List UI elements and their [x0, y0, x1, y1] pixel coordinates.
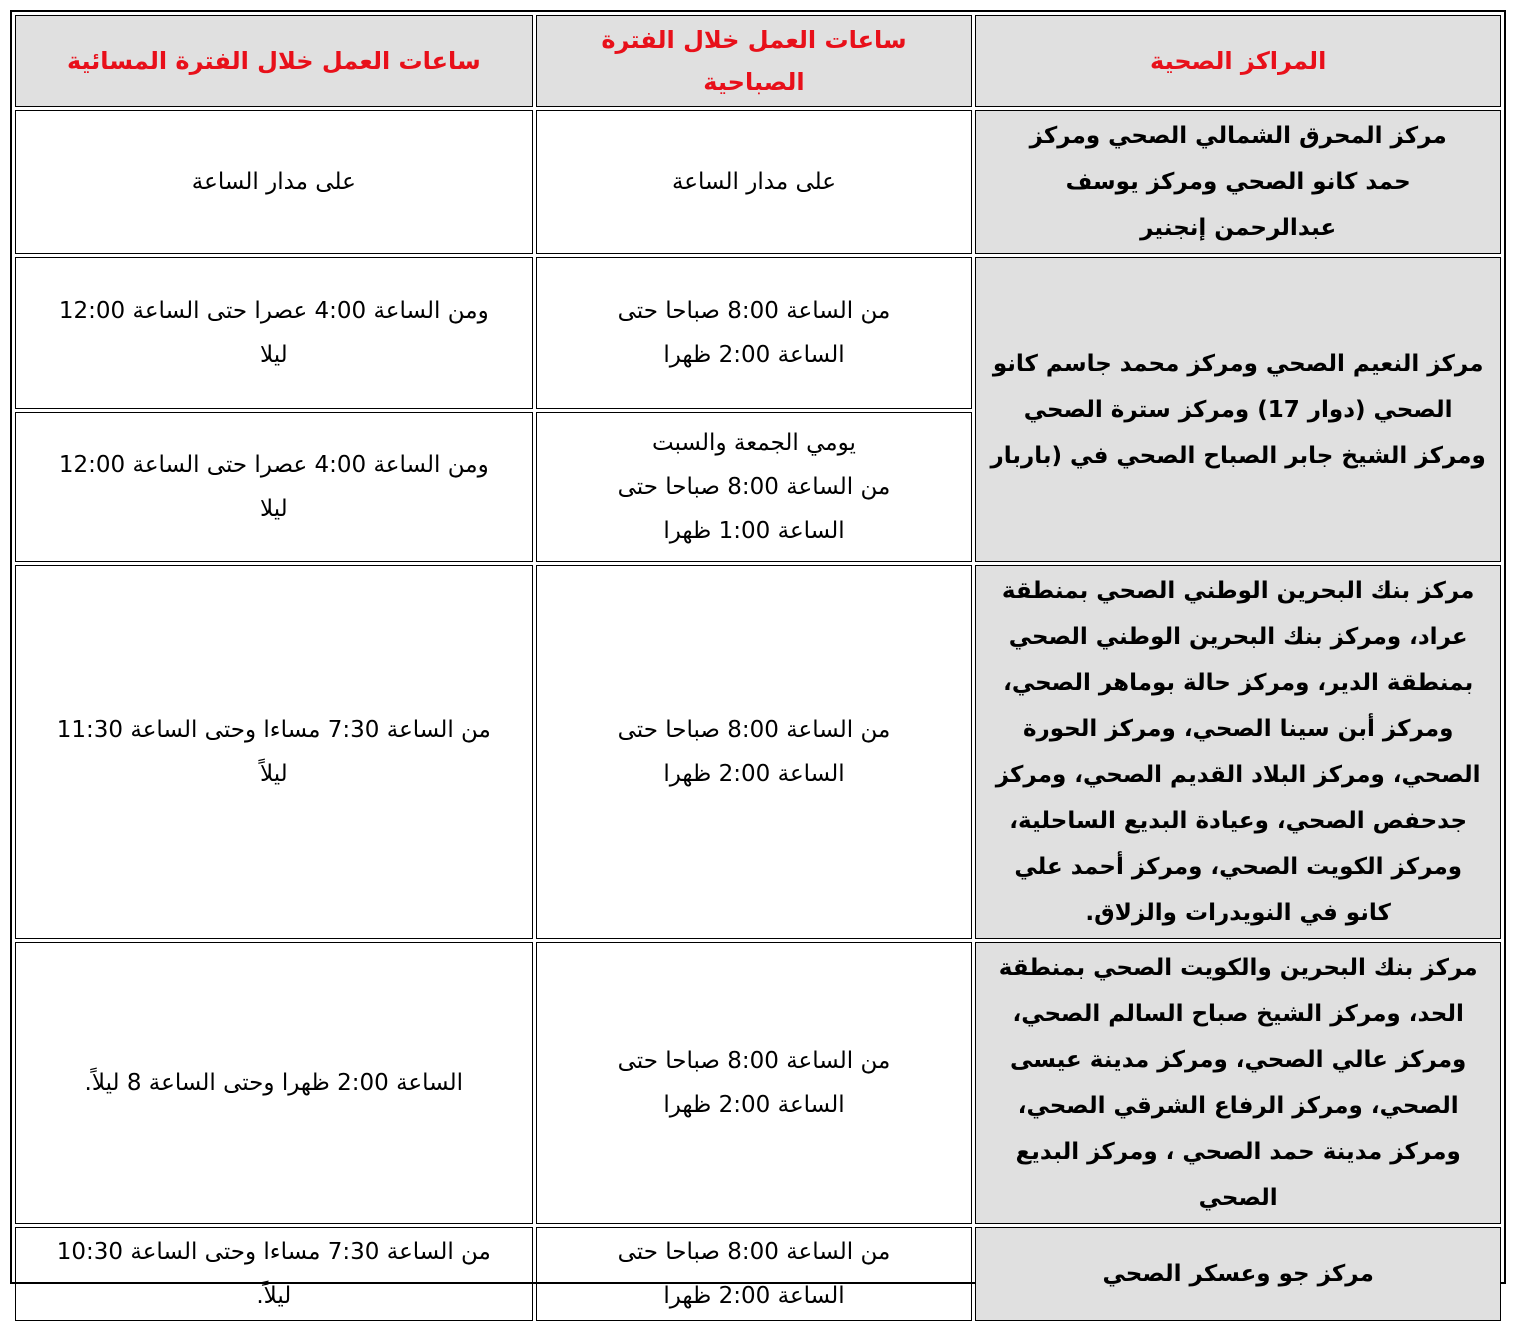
evening-hours-cell: الساعة 2:00 ظهرا وحتى الساعة 8 ليلاً. — [15, 942, 533, 1224]
morning-hours-cell: من الساعة 8:00 صباحا حتى الساعة 2:00 ظهرا — [536, 942, 973, 1224]
center-cell: مركز المحرق الشمالي الصحي ومركز حمد كانو الصحي ومركز يوسف عبدالرحمن إنجنير — [975, 110, 1501, 254]
table-row — [15, 565, 1501, 939]
morning-hours-text: من الساعة 8:00 صباحا حتى الساعة 1:00 ظهرا — [617, 474, 891, 544]
morning-hours-cell — [536, 412, 973, 562]
center-cell: مركز النعيم الصحي ومركز محمد جاسم كانو الصحي (دوار 17) ومركز سترة الصحي ومركز الشيخ جابر الصباح الصحي في (باربار — [975, 257, 1501, 562]
evening-hours-cell: على مدار الساعة — [15, 110, 533, 254]
header-evening: ساعات العمل خلال الفترة المسائية — [15, 15, 533, 107]
header-centers: المراكز الصحية — [975, 15, 1501, 107]
header-morning: ساعات العمل خلال الفترة الصباحية — [536, 15, 973, 107]
morning-hours-cell: على مدار الساعة — [536, 110, 973, 254]
table-row — [15, 1227, 1501, 1321]
morning-hours-cell: من الساعة 8:00 صباحا حتى الساعة 2:00 ظهرا — [536, 257, 973, 409]
center-cell: مركز جو وعسكر الصحي — [975, 1227, 1501, 1321]
evening-hours-cell: ومن الساعة 4:00 عصرا حتى الساعة 12:00 ليلا — [15, 257, 533, 409]
center-cell: مركز بنك البحرين والكويت الصحي بمنطقة الحد، ومركز الشيخ صباح السالم الصحي، ومركز عالي الصحي، ومركز مدينة عيسى الصحي، ومركز الرفاع الشرقي الصحي، ومركز مدينة حمد الصحي ، ومركز البديع الصحي — [975, 942, 1501, 1224]
table-row — [15, 257, 1501, 409]
table-row — [15, 110, 1501, 254]
health-centers-table — [12, 12, 1504, 1324]
morning-hours-cell: من الساعة 8:00 صباحا حتى الساعة 2:00 ظهرا — [536, 1227, 973, 1321]
center-cell: مركز بنك البحرين الوطني الصحي بمنطقة عراد، ومركز بنك البحرين الوطني الصحي بمنطقة الدير، ومركز حالة بوماهر الصحي، ومركز أبن سينا الصحي، ومركز الحورة الصحي، ومركز البلاد القديم الصحي، ومركز جدحفص الصحي، وعيادة البديع الساحلية، ومركز الكويت الصحي، ومركز أحمد علي كانو في النويدرات والزلاق. — [975, 565, 1501, 939]
evening-hours-cell: من الساعة 7:30 مساءا وحتى الساعة 11:30 ليلاً — [15, 565, 533, 939]
table-row — [15, 942, 1501, 1224]
morning-days-label: يومي الجمعة والسبت — [652, 430, 856, 456]
evening-hours-cell: ومن الساعة 4:00 عصرا حتى الساعة 12:00 ليلا — [15, 412, 533, 562]
morning-hours-cell: من الساعة 8:00 صباحا حتى الساعة 2:00 ظهرا — [536, 565, 973, 939]
evening-hours-cell: من الساعة 7:30 مساءا وحتى الساعة 10:30 ليلاً. — [15, 1227, 533, 1321]
table-header-row — [15, 15, 1501, 107]
